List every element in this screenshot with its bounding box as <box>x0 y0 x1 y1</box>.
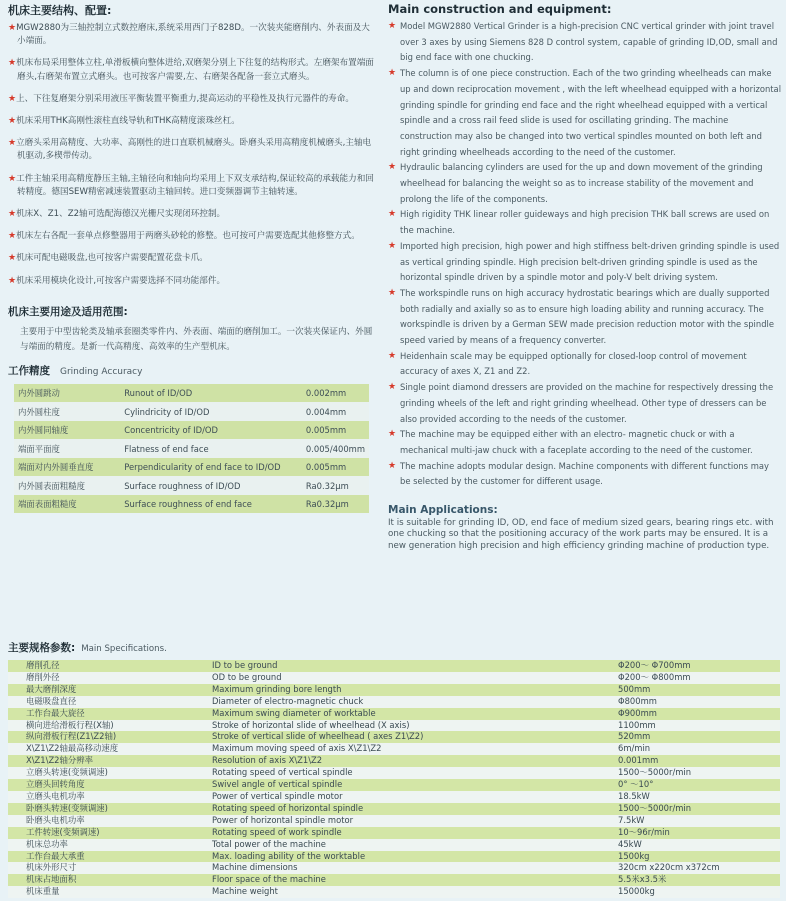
spec-cell-en: Rotating speed of horizontal spindle <box>209 803 615 815</box>
accuracy-heading <box>8 363 378 378</box>
spec-cell-en: Maximum swing diameter of worktable <box>209 708 615 720</box>
spec-cell-value: 7.5kW <box>615 815 780 827</box>
spec-cell-value: 520mm <box>615 731 780 743</box>
accuracy-row <box>14 476 369 495</box>
spec-cell-value: 5.5米x3.5米 <box>615 874 780 886</box>
specifications-heading <box>8 640 780 655</box>
star-icon: ★ <box>388 350 397 361</box>
construction-item-text-cn: 上、下往复磨架分别采用液压平衡装置平衡重力,提高运动的平稳性及执行元器件的寿命。 <box>16 93 354 104</box>
spec-cell-en: Power of vertical spindle motor <box>209 791 615 803</box>
accuracy-cell-en: Concentricity of ID/OD <box>120 421 302 440</box>
construction-item-en <box>388 207 782 238</box>
spec-cell-cn: 横向进给滑板行程(X轴) <box>8 720 209 732</box>
spec-row <box>8 743 780 755</box>
construction-item-text-cn: 机床采用THK高刚性滚柱直线导轨和THK高精度滚珠丝杠。 <box>16 116 240 127</box>
construction-heading-en: Main construction and equipment: <box>388 2 612 16</box>
star-icon: ★ <box>8 231 17 242</box>
spec-cell-en: ID to be ground <box>209 660 615 672</box>
star-icon: ★ <box>8 116 17 127</box>
construction-item-en <box>388 427 782 458</box>
spec-row <box>8 803 780 815</box>
spec-cell-en: Diameter of electro-magnetic chuck <box>209 696 615 708</box>
accuracy-cell-en: Surface roughness of end face <box>120 495 302 514</box>
spec-cell-en: Swivel angle of vertical spindle <box>209 779 615 791</box>
construction-item-en <box>388 349 782 380</box>
construction-item-text-cn: 机床布局采用整体立柱,单滑板横向整体进给,双磨架分别上下往复的结构形式。左磨架布置端面磨头,右磨架布置立式磨头。也可按客户需要,左、右磨架各配备一套立式磨头。 <box>16 58 374 82</box>
spec-row <box>8 851 780 863</box>
usage-text-cn: 主要用于中型齿轮类及轴承套圈类零件内、外表面、端面的磨削加工。一次装夹保证内、外圆与端面的精度。是新一代高精度、高效率的生产型机床。 <box>20 326 373 352</box>
spec-cell-cn: 机床总功率 <box>8 839 209 851</box>
spec-cell-cn: 机床外形尺寸 <box>8 862 209 874</box>
accuracy-heading-en: Grinding Accuracy <box>60 366 143 377</box>
applications-heading: Main Applications: <box>388 504 498 517</box>
construction-item-text-en: Hydraulic balancing cylinders are used for the up and down movement of the grinding wheelhead for balancing the weight so as to increase stability of the movement and prolong the life of the components. <box>400 162 763 204</box>
construction-item-cn <box>8 252 378 265</box>
accuracy-cell-en: Perpendicularity of end face to ID/OD <box>120 458 302 477</box>
spec-row <box>8 731 780 743</box>
construction-item-text-cn: 机床可配电磁吸盘,也可按客户需要配置花盘卡爪。 <box>16 253 208 264</box>
spec-cell-cn: 最大磨削深度 <box>8 684 209 696</box>
spec-cell-value: Φ200～ Φ700mm <box>615 660 780 672</box>
spec-cell-value: 15000kg <box>615 886 780 898</box>
accuracy-cell-value: 0.002mm <box>302 384 369 403</box>
spec-cell-cn: 纵向滑板行程(Z1\Z2轴) <box>8 731 209 743</box>
accuracy-cell-en: Surface roughness of ID/OD <box>120 476 302 495</box>
accuracy-row <box>14 495 369 514</box>
star-icon: ★ <box>388 382 397 393</box>
spec-cell-en: Rotating speed of work spindle <box>209 827 615 839</box>
spec-cell-value: 320cm x220cm x372cm <box>615 862 780 874</box>
accuracy-cell-cn: 端面对内外圆垂直度 <box>14 458 120 477</box>
spec-row <box>8 660 780 672</box>
spec-cell-cn: 工件转速(变频调速) <box>8 827 209 839</box>
construction-item-text-cn: 机床采用模块化设计,可按客户需要选择不同功能部件。 <box>16 275 226 286</box>
star-icon: ★ <box>388 162 397 173</box>
spec-cell-value: 1500kg <box>615 851 780 863</box>
specifications-section <box>8 640 780 898</box>
construction-item-en <box>388 286 782 349</box>
spec-row <box>8 827 780 839</box>
spec-cell-cn: 卧磨头转速(变频调速) <box>8 803 209 815</box>
star-icon: ★ <box>388 240 397 251</box>
spec-cell-en: OD to be ground <box>209 672 615 684</box>
spec-row <box>8 779 780 791</box>
construction-item-cn <box>8 275 378 288</box>
star-icon: ★ <box>388 429 397 440</box>
accuracy-row <box>14 421 369 440</box>
construction-item-cn <box>8 230 378 243</box>
construction-item-cn <box>8 93 378 106</box>
star-icon: ★ <box>388 460 397 471</box>
accuracy-heading-cn: 工作精度 <box>8 364 50 377</box>
specifications-heading-en: Main Specifications. <box>81 644 167 654</box>
spec-cell-cn: 磨削外径 <box>8 672 209 684</box>
accuracy-cell-value: 0.005mm <box>302 421 369 440</box>
spec-cell-cn: 工作台最大承重 <box>8 851 209 863</box>
spec-cell-value: 6m/min <box>615 743 780 755</box>
construction-item-text-cn: 机床左右各配一套单点修整器用于两磨头砂轮的修整。也可按可户需要选配其他修整方式。 <box>16 231 360 242</box>
accuracy-cell-cn: 内外圆柱度 <box>14 402 120 421</box>
accuracy-cell-value: 0.005/400mm <box>302 439 369 458</box>
accuracy-cell-en: Flatness of end face <box>120 439 302 458</box>
spec-cell-cn: 磨削孔径 <box>8 660 209 672</box>
accuracy-cell-value: Ra0.32μm <box>302 495 369 514</box>
spec-row <box>8 886 780 898</box>
spec-cell-value: 1500～5000r/min <box>615 803 780 815</box>
construction-item-text-cn: 机床X、Z1、Z2轴可选配海德汉光栅尺实现闭环控制。 <box>16 209 226 220</box>
spec-cell-value: 1100mm <box>615 720 780 732</box>
accuracy-cell-cn: 端面平面度 <box>14 439 120 458</box>
construction-item-text-cn: 立磨头采用高精度、大功率、高刚性的进口直联机械磨头。卧磨头采用高精度机械磨头,主轴电机驱动,多楔带传动。 <box>16 138 372 162</box>
spec-cell-value: 0° ～10° <box>615 779 780 791</box>
construction-item-text-en: Heidenhain scale may be equipped optionally for closed-loop control of movement accuracy of axes X, Z1 and Z2. <box>400 350 747 377</box>
spec-cell-en: Max. loading ability of the worktable <box>209 851 615 863</box>
spec-cell-cn: 工作台最大旋径 <box>8 708 209 720</box>
accuracy-cell-en: Runout of ID/OD <box>120 384 302 403</box>
chinese-column <box>8 2 378 513</box>
spec-row <box>8 684 780 696</box>
accuracy-cell-cn: 端面表面粗糙度 <box>14 495 120 514</box>
accuracy-row <box>14 402 369 421</box>
spec-cell-en: Resolution of axis X\Z1\Z2 <box>209 755 615 767</box>
construction-item-text-en: Imported high precision, high power and high stiffness belt-driven grinding spindle is used as vertical grinding spindle. High precision belt-driven grinding spindle is used as the horizontal spindle driven by a spindle motor and poly-V belt driving system. <box>400 240 780 283</box>
spec-cell-en: Power of horizontal spindle motor <box>209 815 615 827</box>
star-icon: ★ <box>8 173 17 184</box>
star-icon: ★ <box>8 58 17 69</box>
spec-cell-en: Machine dimensions <box>209 862 615 874</box>
spec-row <box>8 862 780 874</box>
construction-list-en <box>388 19 782 490</box>
star-icon: ★ <box>388 287 397 298</box>
construction-item-en <box>388 380 782 427</box>
star-icon: ★ <box>8 275 17 286</box>
star-icon: ★ <box>388 68 397 79</box>
spec-row <box>8 791 780 803</box>
spec-cell-value: 18.5kW <box>615 791 780 803</box>
spec-cell-value: 1500～5000r/min <box>615 767 780 779</box>
construction-item-cn <box>8 115 378 128</box>
spec-cell-cn: 立磨头电机功率 <box>8 791 209 803</box>
accuracy-cell-value: 0.005mm <box>302 458 369 477</box>
spec-cell-value: 45kW <box>615 839 780 851</box>
spec-row <box>8 708 780 720</box>
construction-item-en <box>388 160 782 207</box>
spec-cell-en: Stroke of horizontal slide of wheelhead (X axis) <box>209 720 615 732</box>
spec-cell-value: 0.001mm <box>615 755 780 767</box>
spec-cell-value: Φ800mm <box>615 696 780 708</box>
spec-cell-value: Φ200～ Φ800mm <box>615 672 780 684</box>
spec-cell-en: Machine weight <box>209 886 615 898</box>
spec-cell-en: Stroke of vertical slide of wheelhead ( axes Z1\Z2) <box>209 731 615 743</box>
construction-item-text-en: Single point diamond dressers are provided on the machine for respectively dressing the grinding wheels of the left and right grinding wheelhead. Other type of dressers can be also provided according to the needs of the customer. <box>400 382 774 424</box>
spec-cell-en: Floor space of the machine <box>209 874 615 886</box>
spec-cell-en: Total power of the machine <box>209 839 615 851</box>
construction-item-cn <box>8 57 378 83</box>
construction-item-en <box>388 66 782 160</box>
spec-cell-value: Φ900mm <box>615 708 780 720</box>
spec-cell-value: 10～96r/min <box>615 827 780 839</box>
accuracy-cell-cn: 内外圆同轴度 <box>14 421 120 440</box>
construction-item-cn <box>8 137 378 163</box>
construction-item-text-en: The workspindle runs on high accuracy hydrostatic bearings which are dually supported both radially and axially so as to ensure high loading ability and running accuracy. The workspindle is driven by a German SEW made precision reduction motor with the spindle speed varied by means of a frequency converter. <box>400 287 774 346</box>
construction-item-text-cn: MGW2880为三轴控制立式数控磨床,系统采用西门子828D。一次装夹能磨削内、外表面及大小端面。 <box>16 23 370 47</box>
construction-item-cn <box>8 208 378 221</box>
construction-item-text-en: High rigidity THK linear roller guideways and high precision THK ball screws are used on the machine. <box>400 209 770 236</box>
spec-row <box>8 755 780 767</box>
construction-item-text-en: Model MGW2880 Vertical Grinder is a high-precision CNC vertical grinder with joint travel over 3 axes by using Siemens 828 D control system, capable of grinding ID,OD, small and big end face with one chucking. <box>400 21 778 63</box>
spec-cell-en: Maximum moving speed of axis X\Z1\Z2 <box>209 743 615 755</box>
applications-text: It is suitable for grinding ID, OD, end face of medium sized gears, bearing rings etc. with one chucking so that the positioning accuracy of the work parts may be ensured. It is a new generation high precision and high efficiency grinding machine of production type. <box>388 518 774 551</box>
construction-item-en <box>388 239 782 286</box>
construction-item-cn <box>8 173 378 199</box>
spec-cell-value: 500mm <box>615 684 780 696</box>
spec-row <box>8 815 780 827</box>
construction-item-text-cn: 工件主轴采用高精度静压主轴,主轴径向和轴向均采用上下双支承结构,保证较高的承载能力和回转精度。德国SEW精密减速装置驱动主轴回转。进口变频器调节主轴转速。 <box>16 173 374 197</box>
construction-heading-cn: 机床主要结构、配置: <box>8 4 112 17</box>
construction-list-cn <box>8 22 378 288</box>
spec-cell-cn: 立磨头转速(变频调速) <box>8 767 209 779</box>
star-icon: ★ <box>8 23 17 33</box>
accuracy-row <box>14 384 369 403</box>
accuracy-cell-en: Cylindricity of ID/OD <box>120 402 302 421</box>
spec-cell-cn: 机床重量 <box>8 886 209 898</box>
star-icon: ★ <box>388 209 397 220</box>
specifications-heading-cn: 主要规格参数: <box>8 642 76 654</box>
construction-item-text-en: The machine may be equipped either with an electro- magnetic chuck or with a mechanical multi-jaw chuck with a faceplate according to the need of the customer. <box>400 429 753 455</box>
accuracy-table <box>14 384 369 514</box>
spec-row <box>8 672 780 684</box>
spec-row <box>8 720 780 732</box>
specifications-table <box>8 660 780 898</box>
spec-row <box>8 767 780 779</box>
star-icon: ★ <box>8 253 17 264</box>
accuracy-cell-cn: 内外圆表面粗糙度 <box>14 476 120 495</box>
spec-cell-cn: X\Z1\Z2轴分辨率 <box>8 755 209 767</box>
accuracy-cell-value: Ra0.32μm <box>302 476 369 495</box>
english-column <box>388 2 782 552</box>
construction-item-text-en: The column is of one piece construction. Each of the two grinding wheelheads can make up and down reciprocation movement , with the left wheelhead equipped with a horizontal grinding spindle for grinding end face and the right wheelhead equipped with a vertical spindle and a cross rail feed slide is used for oscillating grinding. The machine construction may also be changed into two vertical spindles mounted on both left and right grinding wheelheads according to the need of the customer. <box>400 68 782 157</box>
construction-item-text-en: The machine adopts modular design. Machine components with different functions may be selected by the customer for different usage. <box>400 460 769 487</box>
star-icon: ★ <box>388 21 397 31</box>
star-icon: ★ <box>8 209 17 220</box>
spec-cell-en: Maximum grinding bore length <box>209 684 615 696</box>
star-icon: ★ <box>8 138 17 149</box>
accuracy-cell-cn: 内外圆跳动 <box>14 384 120 403</box>
accuracy-row <box>14 458 369 477</box>
accuracy-cell-value: 0.004mm <box>302 402 369 421</box>
spec-row <box>8 874 780 886</box>
spec-cell-cn: 立磨头回转角度 <box>8 779 209 791</box>
spec-cell-cn: 机床占地面积 <box>8 874 209 886</box>
star-icon: ★ <box>8 93 17 104</box>
spec-row <box>8 696 780 708</box>
spec-cell-cn: 卧磨头电机功率 <box>8 815 209 827</box>
spec-cell-en: Rotating speed of vertical spindle <box>209 767 615 779</box>
usage-heading-cn: 机床主要用途及适用范围: <box>8 305 128 318</box>
spec-row <box>8 839 780 851</box>
construction-item-cn <box>8 22 378 48</box>
construction-item-en <box>388 19 782 66</box>
spec-cell-cn: 电磁吸盘直径 <box>8 696 209 708</box>
spec-cell-cn: X\Z1\Z2轴最高移动速度 <box>8 743 209 755</box>
construction-item-en <box>388 459 782 490</box>
accuracy-row <box>14 439 369 458</box>
